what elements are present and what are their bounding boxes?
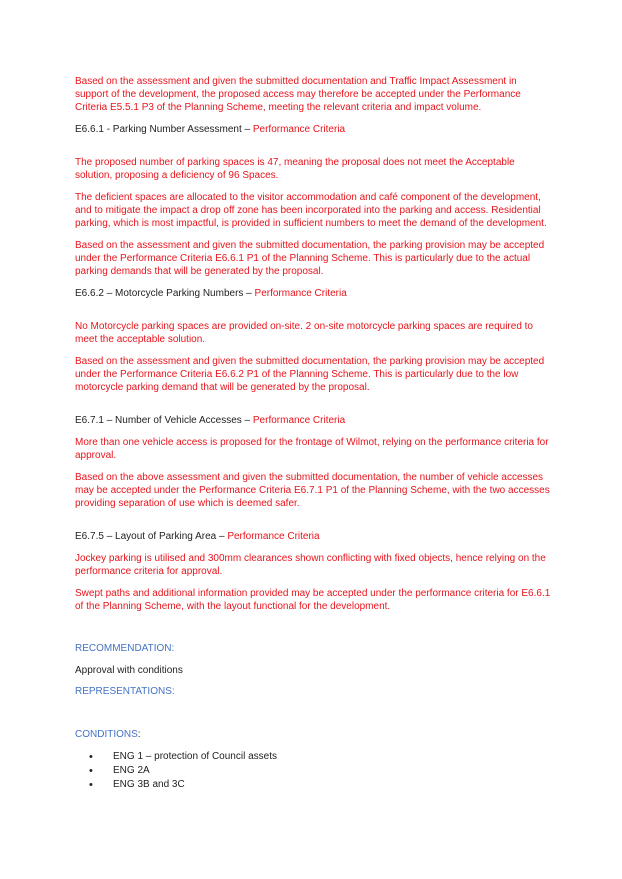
e662-paragraph-2: Based on the assessment and given the submitted documentation, the parking provision may be accepted under the Performance Criteria E6.6.2 P1 of the Planning Scheme. This is particularly due to the low motorcycle parking demand that will be generated by the proposal.	[75, 356, 545, 393]
e675-paragraph-2: Swept paths and additional information provided may be accepted under the performance criteria for E6.6.1 of the Planning Scheme, with the layout functional for the development.	[75, 588, 551, 612]
e662-paragraph-1: No Motorcycle parking spaces are provided on-site. 2 on-site motorcycle parking spaces are required to meet the acceptable solution.	[75, 321, 533, 345]
access-conclusion-paragraph: Based on the assessment and given the submitted documentation and Traffic Impact Assessment in support of the development, the proposed access may therefore be accepted under the Performance Criteria E5.5.1 P3 of the Planning Scheme, meeting the relevant criteria and impact volume.	[75, 76, 521, 113]
heading-e662-prefix: E6.6.2 – Motorcycle Parking Numbers –	[75, 288, 255, 299]
heading-e661-prefix: E6.6.1 - Parking Number Assessment –	[75, 124, 253, 135]
recommendation-heading: RECOMMENDATION:	[75, 643, 175, 654]
heading-e675-prefix: E6.7.5 – Layout of Parking Area –	[75, 531, 228, 542]
conditions-heading-text: CONDITIONS	[75, 729, 138, 740]
e671-paragraph-2: Based on the above assessment and given the submitted documentation, the number of vehicle accesses may be accepted under the Performance Criteria E6.7.1 P1 of the Planning Scheme, with the two accesses providing separation of use which is deemed safer.	[75, 472, 550, 509]
list-item: • ENG 3B and 3C	[75, 778, 551, 792]
heading-e671	[75, 414, 551, 427]
e661-paragraph-2: The deficient spaces are allocated to the visitor accommodation and café component of the development, and to mitigate the impact a drop off zone has been incorporated into the parking and access. Residential parking, which is most impactful, is provided in sufficient numbers to meet the demand of the development.	[75, 192, 547, 229]
e661-paragraph-1: The proposed number of parking spaces is 47, meaning the proposal does not meet the Acceptable solution, proposing a deficiency of 96 Spaces.	[75, 157, 515, 181]
list-item: • ENG 1 – protection of Council assets	[75, 750, 551, 764]
e671-paragraph-1: More than one vehicle access is proposed for the frontage of Wilmot, relying on the performance criteria for approval.	[75, 437, 549, 461]
e661-paragraph-3: Based on the assessment and given the submitted documentation, the parking provision may be accepted under the Performance Criteria E6.6.1 P1 of the Planning Scheme. This is particularly due to the actual parking demands that will be generated by the proposal.	[75, 240, 545, 277]
conditions-list	[75, 750, 551, 792]
e675-paragraph-1: Jockey parking is utilised and 300mm clearances shown conflicting with fixed objects, hence relying on the performance criteria for approval.	[75, 553, 546, 577]
representations-heading: REPRESENTATIONS:	[75, 686, 175, 697]
conditions-heading	[75, 728, 551, 741]
heading-e661-suffix: Performance Criteria	[252, 124, 346, 135]
document-page	[75, 75, 551, 792]
list-item: • ENG 2A	[75, 764, 551, 778]
heading-e662	[75, 287, 551, 300]
conditions-heading-colon: :	[137, 729, 141, 740]
heading-e671-suffix: Performance Criteria	[252, 415, 346, 426]
recommendation-text: Approval with conditions	[75, 665, 183, 676]
heading-e675	[75, 530, 551, 543]
heading-e675-suffix: Performance Criteria	[227, 531, 320, 542]
heading-e661	[75, 123, 551, 136]
heading-e671-prefix: E6.7.1 – Number of Vehicle Accesses –	[75, 415, 253, 426]
heading-e662-suffix: Performance Criteria	[254, 288, 347, 299]
